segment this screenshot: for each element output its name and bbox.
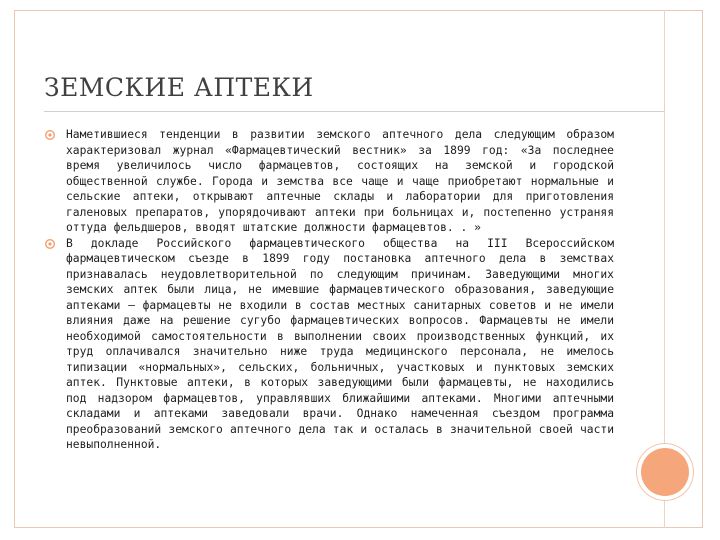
bullet-item [44, 236, 614, 453]
bullet-text: Наметившиеся тенденции в развитии земского аптечного дела следующим образом характеризовал журнал «Фармацевтический вестник» за 1899 год: «За последнее время увеличилось число фармацевтов, состоящих на земской и городской общественной службе. Города и земства все чаще и чаще приобретают нормальные и сельские аптеки, открывают аптечные склады и лаборатории для приготовления галеновых препаратов, упорядочивают аптеки при больницах и, постепенно устраняя оттуда фельдшеров, вводят штатские должности фармацевтов. . » [66, 128, 614, 234]
decorative-circle [641, 448, 689, 496]
bullet-text: В докладе Российского фармацевтического общества на III Всероссийском фармацевтическом съезде в 1899 году постановка аптечного дела в земствах признавалась неудовлетворительной по следующим причинам. Заведующими многих земских аптек были лица, не имевшие фармацевтического образования, заведующие аптеками – фармацевты не входили в состав местных санитарных советов и не имели влияния даже на решение сугубо фармацевтических вопросов. Фармацевты не имели необходимой самостоятельности в выполнении своих производственных функций, их труд оплачивался значительно ниже труда медицинского персонала, не имелось типизации «нормальных», сельских, больничных, участковых и пунктовых земских аптек. Пунктовые аптеки, в которых заведующими были фармацевты, не находились под надзором фармацевтов, управлявших ближайшими аптеками. Многими аптечными складами и аптеками заведовали врачи. Однако намеченная съездом программа преобразований земского аптечного дела так и осталась в значительной своей части невыполненной. [66, 236, 614, 451]
bullet-ring-icon [44, 129, 56, 141]
slide-title: ЗЕМСКИЕ АПТЕКИ [44, 73, 314, 102]
bullet-ring-icon [44, 238, 56, 250]
title-underline [44, 111, 665, 112]
bullet-item [44, 127, 614, 236]
bullet-list [44, 127, 614, 453]
